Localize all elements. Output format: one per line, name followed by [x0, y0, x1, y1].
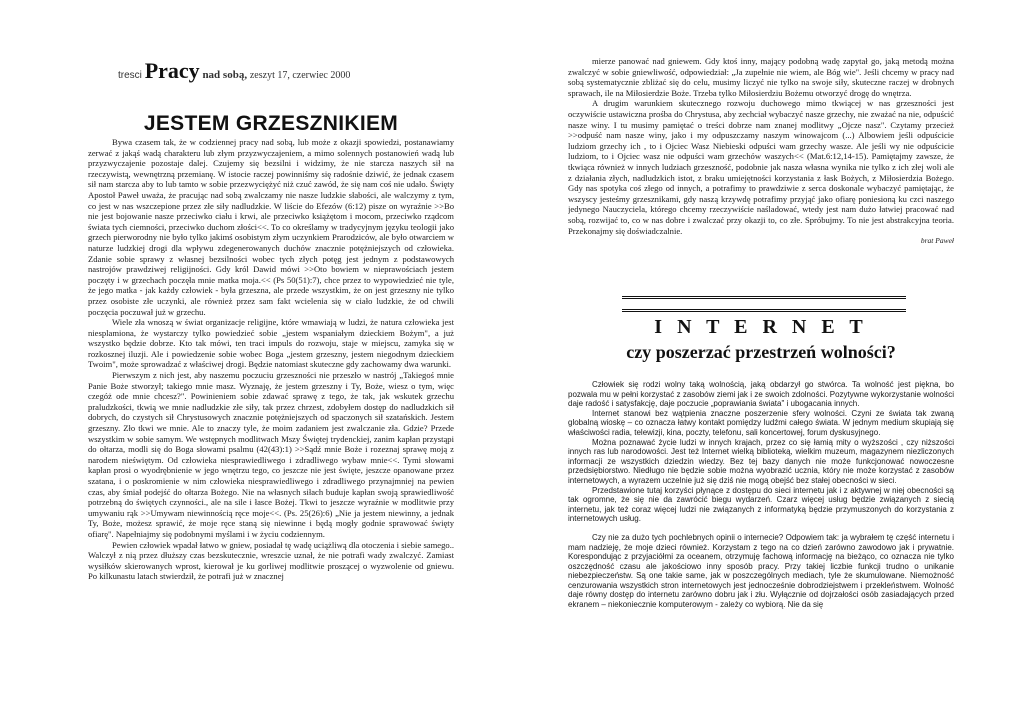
internet-title: I N T E R N E T — [654, 316, 868, 338]
masthead-brand: Pracy — [144, 58, 200, 83]
right-column — [568, 0, 954, 724]
paragraph: A drugim warunkiem skutecznego rozwoju duchowego mimo tkwiącej w nas grzeszności jest oczywiście ustawiczna prośba do Chrystusa, aby zechciał wybaczyć nasze grzechy, nie zważać na nie, odpuścić nasze winy. I tu musimy pamiętać o treści dobrze nam znanej modlitwy „Ojcze nasz". Czytamy przecież >>odpuść nam nasze winy, jako i my odpuszczamy naszym winowajcom (...) Albowiem jeśli odpuścicie ludziom grzechy ich , to i Ojciec Wasz Niebieski odpuści wam grzechy wasze. Ale jeśli wy nie odpuścicie ludziom, to i Ojciec wasz nie odpuści wam grzechów waszych<< (Mat.6:12,14-15). Pamiętajmy zawsze, że tkwiąca również w innych ludziach grzeszność, podobnie jak nasza własna wynika nie tylko z ich złej woli ale z działania złych, nadludzkich istot, z braku umiejętności korzystania z łask Bożych, z Miłosierdzia Bożego. Gdy nas spotyka coś złego od innych, a potrafimy to prawdziwie z serca doskonale wybaczyć pamiętając, że wszyscy jesteśmy grzesznikami, gdy naszą krzywdę potrafimy przyjąć jako ofiarę poniesioną ku czci naszego jedynego Nauczyciela, którego chcemy rzeczywiście naśladować, wtedy jest nam dużo łatwiej pracować nad sobą, rozwijać to, co w nas dobre i zwalczać przy okazji to, co złe. Spróbujmy. To nie jest abstrakcyjna teoria. Przekonajmy się doświadczalnie. — [568, 98, 954, 236]
paragraph: Człowiek się rodzi wolny taką wolnością, jaką obdarzył go stwórca. Ta wolność jest piękna, bo pozwala mu w pełni korzystać z zasobów ziemi jak i ze swoich zdolności. Pozytywne wykorzystanie wolności daje radość i satysfakcję, daje poczucie „poprawiania świata" i ubogacania innych. — [568, 380, 954, 409]
internet-subtitle: czy poszerzać przestrzeń wolności? — [626, 342, 896, 362]
section-separator — [622, 296, 906, 312]
paragraph: Bywa czasem tak, że w codziennej pracy nad sobą, lub może z okazji spowiedzi, postanawiamy zerwać z jakąś wadą charakteru lub złym przyzwyczajeniem, a mimo solennych postanowień wadą lub przyzwyczajenie pozostaje dalej. Czujemy się bezsilni i widzimy, że nie starcza naszych sił na rzeczywistą, wewnętrzną przemianę. W istocie raczej powinniśmy się radośnie dziwić, że jednak czasem sił nam starcza aby to lub tamto w sobie przezwyciężyć niż czuć zawód, że się nam coś nie udało. Święty Apostoł Paweł uważa, że pracując nad sobą zwalczamy nie nasze ludzkie słabości, ale walczymy z tym, co jest w nas wszczepione przez złe siły nadludzkie. W liście do Efezów (6:12) pisze on wyraźnie >>Bo nie jest bojowanie nasze przeciwko ciału i krwi, ale przeciwko książętom i mocom, przeciwko rządcom świata tych ciemności, przeciwko duchom złości<<. To co określamy w tradycyjnym języku teologii jako grzech pierworodny nie było tylko jakimś osobistym złym uczynkiem Prarodziców, ale było otwarciem w naturze ludzkiej drogi dla wpływu zdegenerowanych duchów znacznie potężniejszych od człowieka. Zdanie sobie sprawy z własnej bezsilności wobec tych złych potęg jest jednym z podstawowych nastrojów prawdziwej religijności. Gdy król Dawid mówi >>Oto bowiem w nieprawościach jestem poczęty i w grzechach poczęła mnie matka moja.<< (Ps 50(51):7), chce przez to wypowiedzieć nie tyle, że jego matka - jak każdy człowiek - była grzeszna, ale przede wszystkim, że on jest grzeszny nie tylko przez osobiste złe uczynki, ale również przez sam fakt wcielenia się w ciało ludzkie, że od chwili poczęcia poczuwał już w grzechu. — [88, 137, 454, 317]
paragraph: Wiele zła wnoszą w świat organizacje religijne, które wmawiają w ludzi, że natura człowieka jest niesplamiona, że wystarczy tylko powiedzieć sobie „jestem wspaniałym dzieckiem Bożym", a już wszystko będzie dobrze. Kto tak mówi, ten traci impuls do rozwoju, staje w miejscu, zamyka się w rozkosznej iluzji. Ale i powiedzenie sobie wobec Boga „jestem grzeszny, jestem niegodnym dzieckiem Twoim", może sprowadzać z właściwej drogi. Będzie natomiast skuteczne gdy zachowamy dwa warunki. — [88, 317, 454, 370]
paragraph: Pierwszym z nich jest, aby naszemu poczuciu grzeszności nie przeszło w nastrój „Takiegoś mnie Panie Boże stworzył; takiego mnie masz. Wyznaję, że jestem grzeszny i Ty, Boże, wiesz o tym, więc czegóż ode mnie chcesz?". Powinieniem sobie zdawać sprawę z tego, że tak, jak wskutek grzechu praludzkości, tkwią we mnie nadludzkie złe siły, tak przez chrzest, zdobyłem dostęp do nadludzkich sił dobrych, do czystych sił Chrystusowych znacznie potężniejszych od spaczonych sił szatańskich. Jestem grzeszny. Zło tkwi we mnie. Ale to znaczy tyle, że moim zadaniem jest zwalczanie zła. Gdzie? Przede wszystkim w sobie samym. We wstępnych modlitwach Mszy Świętej trydenckiej, zanim kapłan przystąpi do ołtarza, modli się do Boga słowami psalmu (42(43):1) >>Sądź mnie Boże i rozeznaj sprawę moją z narodem nieświętym. Od człowieka niesprawiedliwego i zdradliwego wybaw mnie<<. Tymi słowami kapłan prosi o wyodrębnienie w jego wnętrzu tego, co jeszcze nie jest święte, jeszcze opanowane przez szatana, i o poskromienie w nim człowieka niesprawiedliwego i zdradliwego przynajmniej na pewien czas, aby śmiał podejść do ołtarza Bożego. Nie na własnych siłach buduje kapłan swoją sprawiedliwość potrzebną do świętych czynności., ale na sile i łasce Bożej. Tkwi to jeszcze wyraźnie w modlitwie przy umywaniu rąk >>Umywam niewinnością ręce moje<<. (Ps. 25(26):6) „Nie ja jestem niewinny, a jednak Ty, Boże, możesz sprawić, że moje ręce staną się niewinne i będą mogły godnie sprawować święty ofiarę". Napełniajmy się podobnymi myślami i w życiu codziennym. — [88, 370, 454, 539]
masthead-prefix: tresci — [118, 70, 142, 81]
masthead-issue: zeszyt 17, czerwiec 2000 — [249, 70, 351, 81]
masthead-subtitle: nad sobą, — [202, 69, 248, 81]
paragraph: mierze panować nad gniewem. Gdy ktoś inny, mający podobną wadę zapytał go, jaką metodą można zwalczyć w sobie gniewliwość, odpowiedział: „Ja zupełnie nie wiem, ale Bóg wie". Jeśli chcemy w pracy nad sobą systematycznie zbliżać się do celu, musimy liczyć nie tylko na swoje siły, skuteczne raczej w drobnych sprawach, ile na Miłosierdzie Boże. Trzeba tylko Miłosierdziu Bożemu otworzyć drogę do wnętrza. — [568, 56, 954, 98]
paragraph: Pewien człowiek wpadał łatwo w gniew, posiadał tę wadę uciążliwą dla otoczenia i siebie samego.. Walczył z nią przez dłuższy czas bezskutecznie, wreszcie uznał, że nie potrafi wady zwalczyć. Zamiast wysiłków skierowanych wprost, kierował je ku gorliwej modlitwie proszącej o wyzwolenie od gniewu. Po kilkunastu latach stwierdził, że potrafi już w znacznej — [88, 539, 454, 582]
author-signature: brat Paweł — [920, 236, 954, 246]
paragraph: Przedstawione tutaj korzyści płynące z dostępu do sieci internetu jak i z aktywnej w niej obecności są tak ogromne, że się nie da zawrócić biegu wydarzeń. Czarz więcej usług będzie związanych z siecią internetu, jak też coraz więcej ludzi nie związanych z informatyką będzie przymuszonych do korzystania z internetowych usług. — [568, 485, 954, 524]
article-continuation — [568, 56, 954, 247]
paragraph: Można poznawać życie ludzi w innych krajach, przez co się łamią mity o wyższości , czy niższości innych ras lub narodowości. Jest też Internet wielką biblioteką, wielkim muzeum, magazynem niezliczonych informacji ze wszystkich dziedzin wiedzy. Bez tej bazy danych nie może funkcjonować nowoczesne przedsiębiorstwo. Niedługo nie będzie sobie można wyobrazić ucznia, który nie może korzystać z zasobów internetowych, a wyrazem uczelnie już się dziś nie mogą obejść bez stałej obecności w sieci. — [568, 437, 954, 485]
paragraph: Czy nie za dużo tych pochlebnych opinii o internecie? Odpowiem tak: ja wybrałem tę część internetu i mam nadzieję, że moje dzieci również. Korzystam z tego na co dzień zarówno zawodowo jak i prywatnie. Korespondując z przyjaciółmi za oceanem, otrzymuję fachową informację na bieżąco, co oznacza nie tylko oszczędność czasu ale jakościowo inny sposób pracy. Przy takiej liczbie funkcji trudno o unikanie niebezpieczeństw. Są one takie same, jak w poszczególnych mediach, tyle że skumulowane. Niemożność cenzurowania wszystkich stron internetowych jest jednocześnie dobrodziejstwem i przekleństwem. Wolność daje równy dostęp do internetu zarówno dobru jak i złu. Wyłącznie od dojrzałości osób zasiadających przed ekranem – niekoniecznie komputerowym - zależy co wybiorą. Nie da się — [568, 532, 954, 610]
article-body — [88, 137, 454, 582]
internet-article-body — [568, 380, 954, 610]
left-column — [88, 0, 454, 724]
article-title: JESTEM GRZESZNIKIEM — [143, 112, 399, 135]
masthead — [118, 58, 350, 84]
paragraph: Internet stanowi bez wątpienia znaczne poszerzenie sfery wolności. Czyni ze świata tak zwaną globalną wioskę – co oznacza łatwy kontakt pomiędzy ludźmi całego świata. W jednym medium skupiają się właściwości radia, telewizji, kina, poczty, telefonu, sali koncertowej, forum dyskusyjnego. — [568, 408, 954, 437]
